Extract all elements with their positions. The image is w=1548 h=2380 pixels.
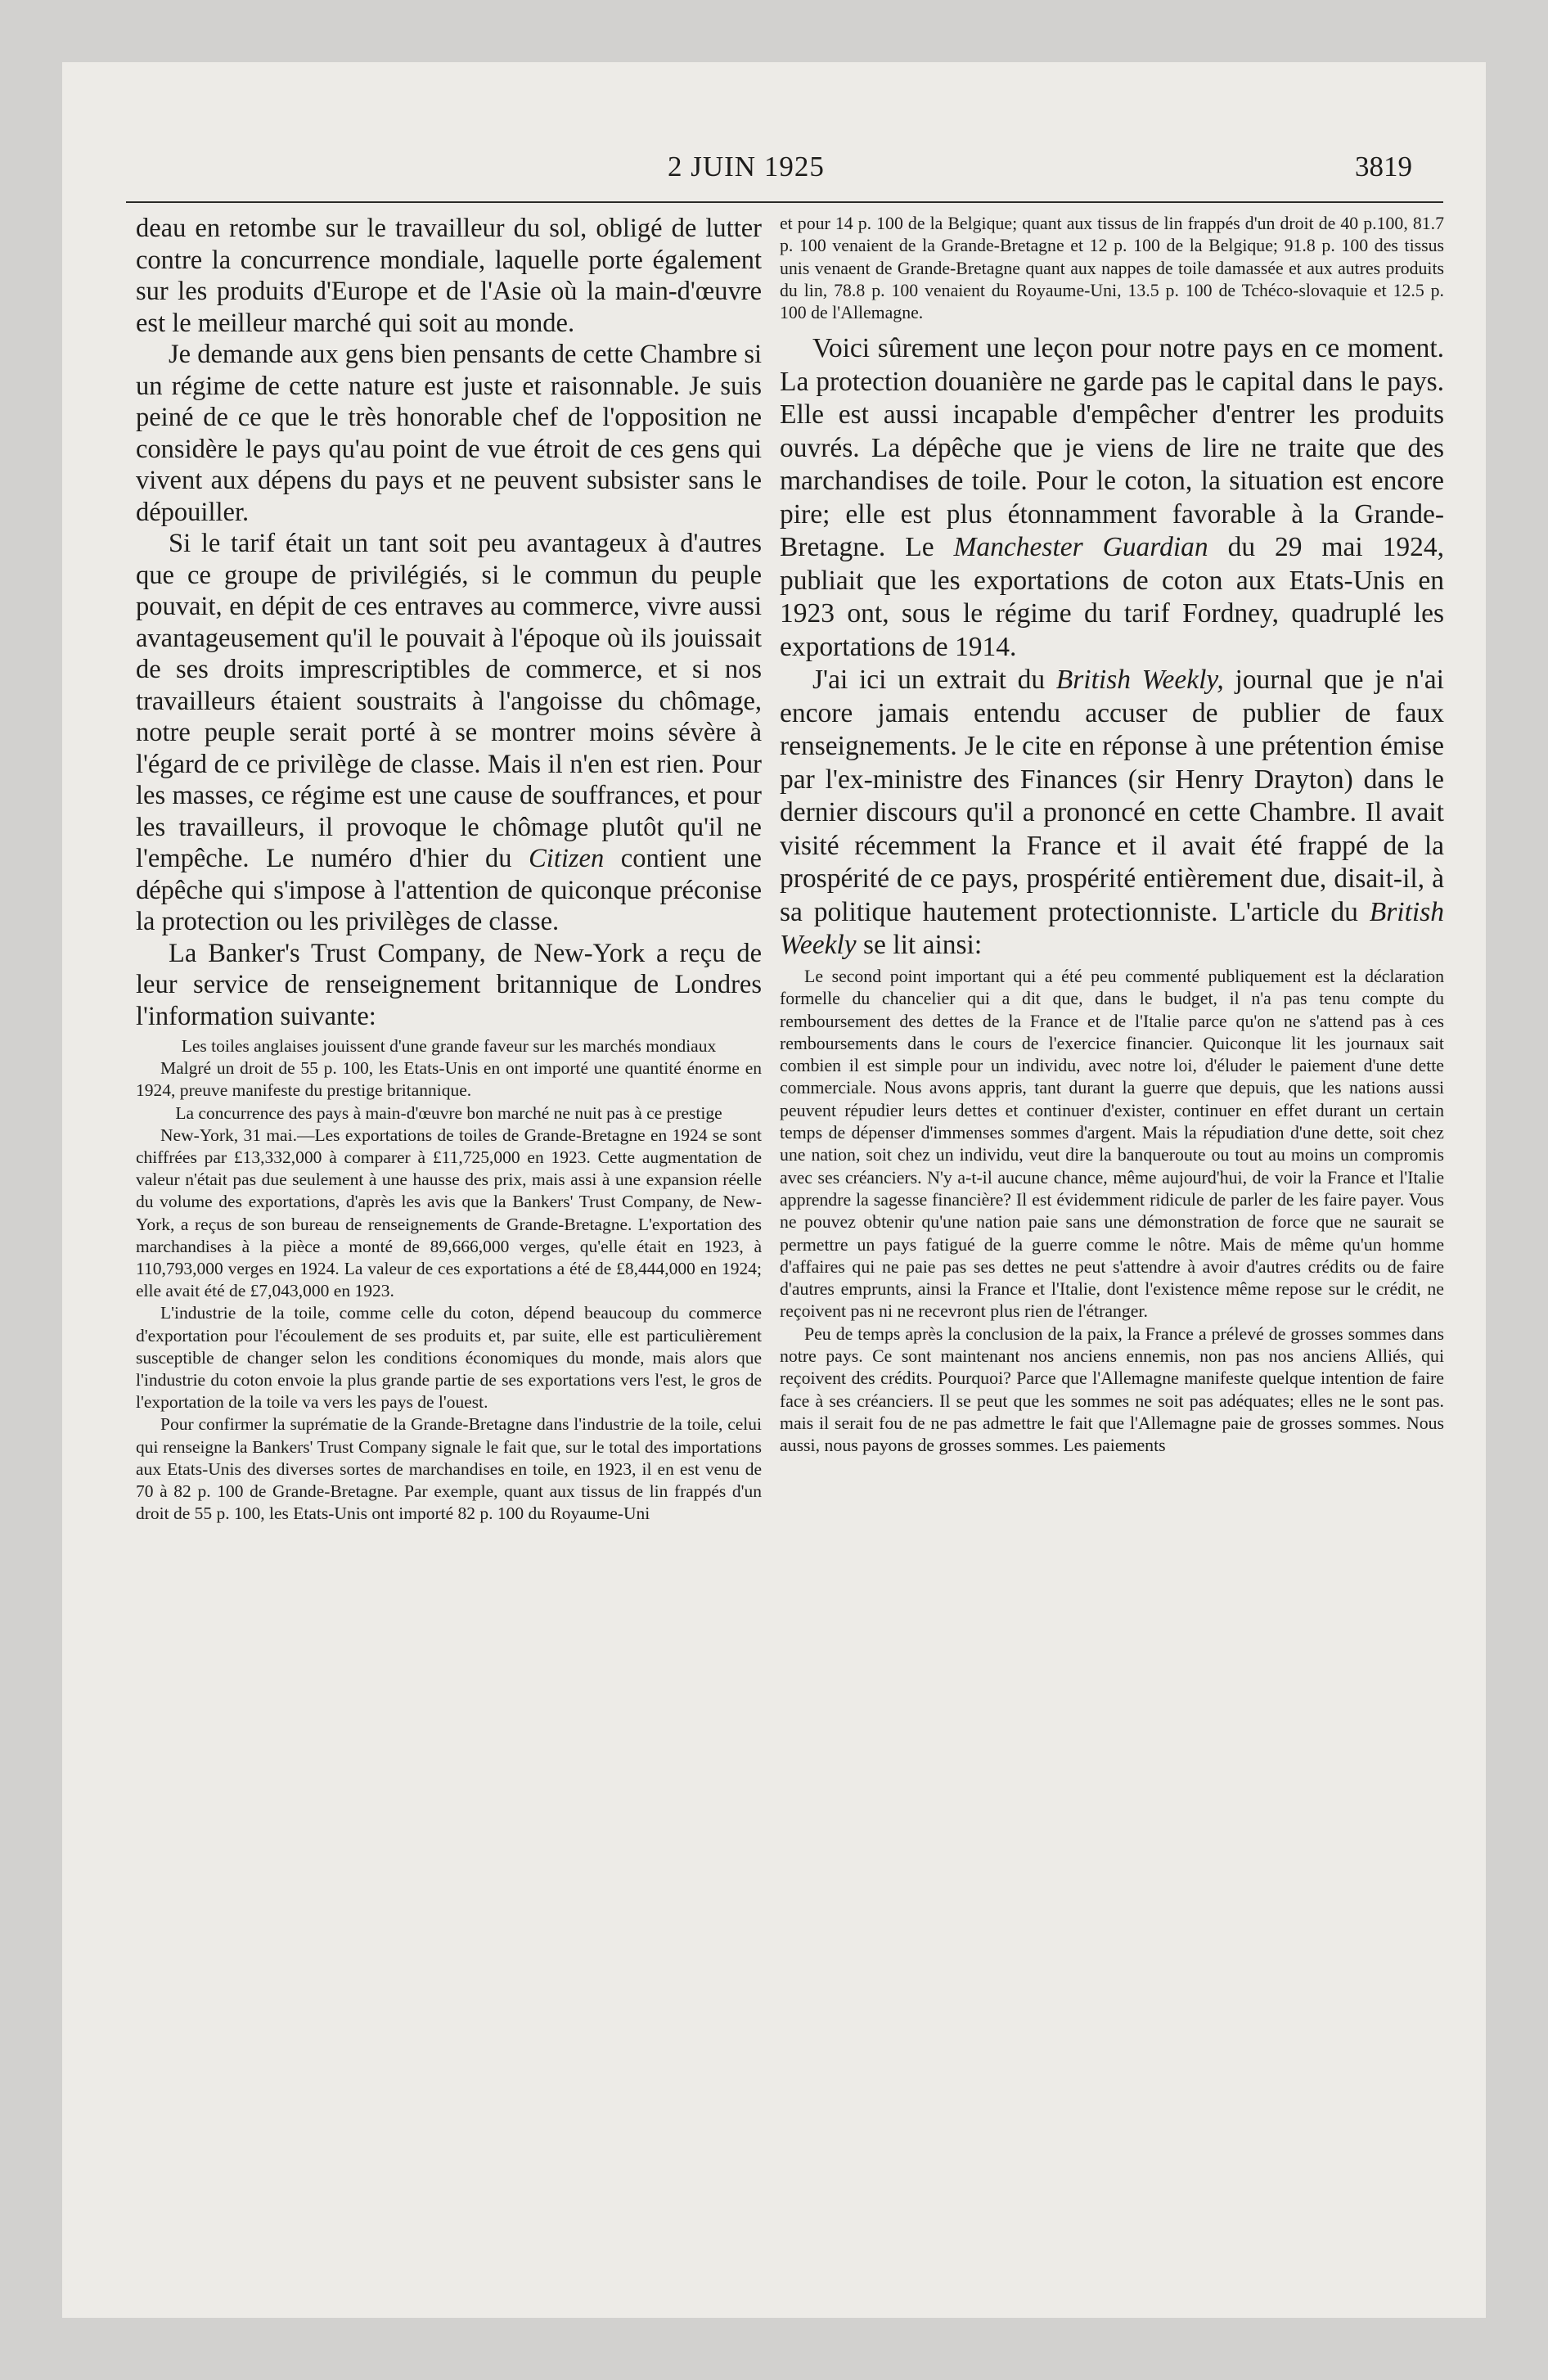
quote-paragraph: Peu de temps après la conclusion de la paix, la France a prélevé de grosses sommes dans notre pays. Ce sont maintenant nos anciens ennemis, non pas nos anciens Alliés, qui reçoivent des crédits. Pourquoi? Parce que l'Allemagne manifeste quelque intention de faire face à ses créanciers. Il se peut que les sommes ne soit pas adéquates; elles ne le sont pas. mais il serait fou de ne pas admettre le fait que l'Allemagne paie de grosses sommes. Nous aussi, nous payons de grosses sommes. Les paiements bbox=[780, 1323, 1444, 1456]
newspaper-title: Citizen bbox=[529, 844, 605, 873]
newspaper-title: British Weekly, bbox=[1055, 665, 1224, 696]
newspaper-title: British Weekly bbox=[780, 896, 1444, 961]
paragraph: Si le tarif était un tant soit peu avantageux à d'autres que ce groupe de privilégiés, si le commun du peuple pouvait, en dépit de ces entraves au commerce, vivre aussi avantageusement qu'il le pouvait à l'époque où ils jouissait de ses droits imprescriptibles de commerce, et si nos travailleurs étaient soustraits à l'angoisse du chômage, notre peuple serait porté à se montrer moins sévère à l'égard de ce privilège de classe. Mais il n'en est rien. Pour les masses, ce régime est une cause de souffrances, et pour les travailleurs, il provoque le chômage plutôt qu'il ne l'empêche. Le numéro d'hier du Citizen contient une dépêche qui s'impose à l'attention de quiconque préconise la protection ou les privilèges de classe. bbox=[136, 529, 762, 936]
quote-paragraph: Malgré un droit de 55 p. 100, les Etats-Unis en ont importé une quantité énorme en 1924, preuve manifeste du prestige britannique. bbox=[136, 1058, 762, 1101]
quote-heading: La concurrence des pays à main-d'œuvre bon marché ne nuit pas à ce prestige bbox=[175, 1102, 722, 1123]
running-head bbox=[62, 151, 1486, 187]
paragraph: Voici sûrement une leçon pour notre pays en ce moment. La protection douanière ne garde pas le capital dans le pays. Elle est aussi incapable d'empêcher d'entrer les produits ouvrés. La dépêche que je viens de lire ne traite que des marchandises de toile. Pour le coton, la situation est encore pire; elle est plus étonnamment favorable à la Grande-Bretagne. Le Manchester Guardian du 29 mai 1924, publiait que les exportations de coton aux Etats-Unis en 1923 ont, sous le régime du tarif Fordney, quadruplé les exportations de 1914. bbox=[780, 333, 1445, 662]
paragraph: Je demande aux gens bien pensants de cette Chambre si un régime de cette nature est juste et raisonnable. Je suis peiné de ce que le très honorable chef de l'opposition ne considère le pays qu'au point de vue étroit de ces gens qui vivent aux dépens du pays et ne peuvent subsister sans le dépouiller. bbox=[136, 340, 762, 527]
newspaper-title: Manchester Guardian bbox=[953, 532, 1208, 563]
quote-paragraph: Pour confirmer la suprématie de la Grande-Bretagne dans l'industrie de la toile, celui qui renseigne la Bankers' Trust Company signale le fait que, sur le total des importations aux Etats-Unis des diverses sortes de marchandises en toile, en 1923, il en est venu de 70 à 82 p. 100 de Grande-Bretagne. Par exemple, quant aux tissus de lin frappés d'un droit de 55 p. 100, les Etats-Unis ont importé 82 p. 100 du Royaume-Uni bbox=[136, 1414, 762, 1524]
page-number: 3819 bbox=[1355, 151, 1412, 183]
quote-paragraph: L'industrie de la toile, comme celle du coton, dépend beaucoup du commerce d'exportation pour l'écoulement de ses produits et, par suite, elle est particulièrement susceptible de changer selon les conditions économiques du monde, mais alors que l'industrie du coton envoie la plus grande partie de ses exportations vers l'est, le gros de l'exportation de la toile va vers les pays de l'ouest. bbox=[136, 1303, 762, 1413]
paragraph: J'ai ici un extrait du British Weekly, journal que je n'ai encore jamais entendu accuser de publier de faux renseignements. Je le cite en réponse à une prétention émise par l'ex-ministre des Finances (sir Henry Drayton) dans le dernier discours qu'il a prononcé en cette Chambre. Il avait visité récemment la France et il avait été frappé de la prospérité de ce pays, prospérité entièrement due, disait-il, à sa politique hautement protectionniste. L'article du British Weekly se lit ainsi: bbox=[780, 665, 1444, 961]
page-date: 2 JUIN 1925 bbox=[668, 151, 825, 183]
right-column bbox=[780, 213, 1444, 1458]
header-rule bbox=[126, 201, 1443, 203]
quote-paragraph: Le second point important qui a été peu commenté publiquement est la déclaration formelle du chancelier qui a dit que, dans le budget, il n'a pas tenu compte du remboursement des dettes de la France et de l'Italie parce qu'on ne s'attend pas à ces remboursements dans le cours de l'exercice financier. Quiconque lit les journaux sait combien il est simple pour un individu, avec notre loi, d'éluder le paiement d'une dette commerciale. Nous avons appris, tant durant la guerre que depuis, que les nations aussi peuvent répudier leurs dettes et continuer d'exister, continuer en effet durant un certain temps de dépenser d'immenses sommes d'argent. Mais la répudiation d'une dette, soit chez une nation, soit chez un individu, veut dire la banqueroute ou tout au moins un compromis avec ses créanciers. N'y a-t-il aucune chance, même aujourd'hui, de voir la France et l'Italie apprendre la sagesse financière? Il est évidemment ridicule de parler de les faire payer. Vous ne pouvez obtenir qu'une nation paie sans une démonstration de force que ne saurait se permettre un pays fatigué de la guerre comme le nôtre. Mais de même qu'un homme d'affaires qui ne paie pas ses dettes ne peut s'attendre à avoir d'autres crédits ou de faire d'autres emprunts, ainsi la France et l'Italie, dont l'existence même repose sur le crédit, ne reçoivent pas ni ne recevront plus rien de l'étranger. bbox=[780, 966, 1444, 1322]
quote-paragraph: et pour 14 p. 100 de la Belgique; quant aux tissus de lin frappés d'un droit de 40 p.100, 81.7 p. 100 venaient de la Grande-Bretagne et 12 p. 100 de la Belgique; 91.8 p. 100 des tissus unis venaent de Grande-Bretagne quant aux nappes de toile damassée et aux autres produits du lin, 78.8 p. 100 venaient du Royaume-Uni, 13.5 p. 100 de Tchéco-slovaquie et 12.5 p. 100 de l'Allemagne. bbox=[780, 214, 1444, 323]
paragraph: La Banker's Trust Company, de New-York a reçu de leur service de renseignement britannique de Londres l'information suivante: bbox=[136, 938, 762, 1031]
quote-heading: Les toiles anglaises jouissent d'une grande faveur sur les marchés mondiaux bbox=[181, 1036, 717, 1056]
document-page bbox=[62, 62, 1486, 2318]
paragraph: deau en retombe sur le travailleur du sol, obligé de lutter contre la concurrence mondiale, laquelle porte également sur les produits d'Europe et de l'Asie où la main-d'œuvre est le meilleur marché qui soit au monde. bbox=[136, 214, 762, 338]
quote-paragraph: New-York, 31 mai.—Les exportations de toiles de Grande-Bretagne en 1924 se sont chiffrées par £13,332,000 à comparer à £11,725,000 en 1923. Cette augmentation de valeur n'était pas due seulement à une hausse des prix, mais assi à une expansion réelle du volume des exportations, d'après les avis que la Bankers' Trust Company, de New-York, a reçus de son bureau de renseignements de Grande-Bretagne. L'exportation des marchandises à la pièce a monté de 89,666,000 verges, qu'elle était en 1923, à 110,793,000 verges en 1924. La valeur de ces exportations a été de £8,444,000 en 1924; elle avait été de £7,043,000 en 1923. bbox=[136, 1125, 762, 1301]
left-column bbox=[136, 213, 762, 1525]
